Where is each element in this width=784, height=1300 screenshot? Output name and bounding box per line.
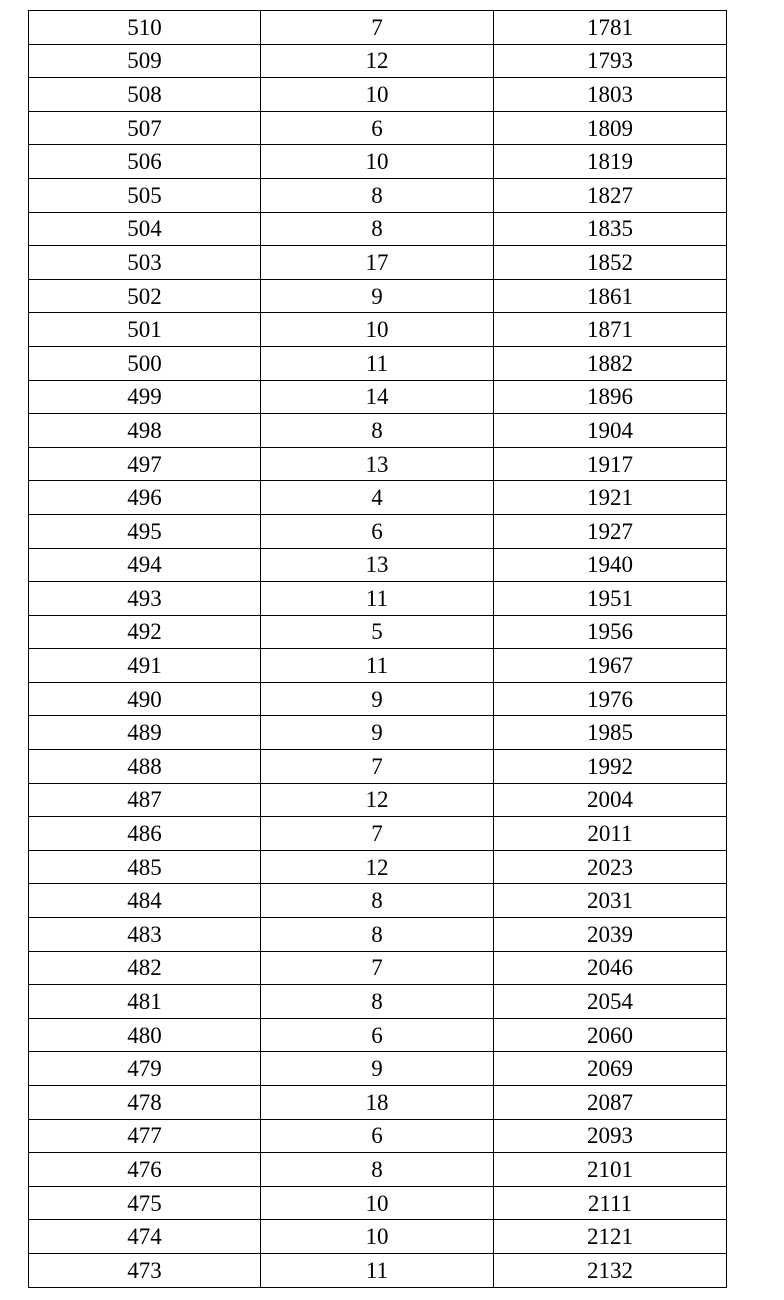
score-cell: 498 [29, 414, 261, 448]
cumulative-cell: 2031 [494, 884, 727, 918]
score-cell: 493 [29, 582, 261, 616]
cumulative-cell: 2004 [494, 783, 727, 817]
count-cell: 12 [261, 783, 494, 817]
table-row [29, 716, 727, 750]
table-row [29, 1119, 727, 1153]
cumulative-cell: 2011 [494, 817, 727, 851]
score-cell: 483 [29, 918, 261, 952]
count-cell: 13 [261, 447, 494, 481]
cumulative-cell: 1956 [494, 615, 727, 649]
table-row [29, 514, 727, 548]
count-cell: 7 [261, 11, 494, 45]
table-row [29, 111, 727, 145]
cumulative-cell: 1871 [494, 313, 727, 347]
score-cell: 490 [29, 682, 261, 716]
table-row [29, 1052, 727, 1086]
score-table-body [29, 11, 727, 1288]
cumulative-cell: 1967 [494, 649, 727, 683]
table-row [29, 850, 727, 884]
table-row [29, 246, 727, 280]
score-cell: 508 [29, 78, 261, 112]
count-cell: 10 [261, 313, 494, 347]
score-cell: 506 [29, 145, 261, 179]
score-cell: 479 [29, 1052, 261, 1086]
score-cell: 499 [29, 380, 261, 414]
count-cell: 5 [261, 615, 494, 649]
cumulative-cell: 1819 [494, 145, 727, 179]
cumulative-cell: 1904 [494, 414, 727, 448]
score-cell: 505 [29, 178, 261, 212]
table-row [29, 1186, 727, 1220]
cumulative-cell: 1992 [494, 750, 727, 784]
count-cell: 10 [261, 1220, 494, 1254]
cumulative-cell: 1940 [494, 548, 727, 582]
count-cell: 8 [261, 985, 494, 1019]
score-cell: 478 [29, 1086, 261, 1120]
table-row [29, 649, 727, 683]
count-cell: 6 [261, 514, 494, 548]
score-cell: 477 [29, 1119, 261, 1153]
cumulative-cell: 1882 [494, 346, 727, 380]
count-cell: 12 [261, 850, 494, 884]
score-cell: 482 [29, 951, 261, 985]
table-row [29, 884, 727, 918]
cumulative-cell: 1809 [494, 111, 727, 145]
cumulative-cell: 2039 [494, 918, 727, 952]
table-row [29, 11, 727, 45]
table-row [29, 615, 727, 649]
score-cell: 475 [29, 1186, 261, 1220]
score-cell: 494 [29, 548, 261, 582]
table-row [29, 313, 727, 347]
count-cell: 10 [261, 145, 494, 179]
table-row [29, 212, 727, 246]
count-cell: 7 [261, 750, 494, 784]
table-row [29, 1018, 727, 1052]
score-cell: 496 [29, 481, 261, 515]
count-cell: 7 [261, 817, 494, 851]
table-row [29, 750, 727, 784]
score-cell: 484 [29, 884, 261, 918]
count-cell: 11 [261, 346, 494, 380]
cumulative-cell: 1927 [494, 514, 727, 548]
count-cell: 14 [261, 380, 494, 414]
cumulative-cell: 2060 [494, 1018, 727, 1052]
count-cell: 17 [261, 246, 494, 280]
table-row [29, 279, 727, 313]
count-cell: 11 [261, 582, 494, 616]
score-table [28, 10, 727, 1288]
count-cell: 9 [261, 682, 494, 716]
score-cell: 500 [29, 346, 261, 380]
count-cell: 9 [261, 1052, 494, 1086]
cumulative-cell: 2087 [494, 1086, 727, 1120]
cumulative-cell: 1917 [494, 447, 727, 481]
score-cell: 489 [29, 716, 261, 750]
table-row [29, 582, 727, 616]
score-cell: 507 [29, 111, 261, 145]
cumulative-cell: 1793 [494, 44, 727, 78]
cumulative-cell: 2093 [494, 1119, 727, 1153]
cumulative-cell: 1976 [494, 682, 727, 716]
table-row [29, 817, 727, 851]
cumulative-cell: 2121 [494, 1220, 727, 1254]
table-row [29, 985, 727, 1019]
table-row [29, 78, 727, 112]
table-row [29, 1253, 727, 1287]
cumulative-cell: 2023 [494, 850, 727, 884]
score-cell: 481 [29, 985, 261, 1019]
score-cell: 502 [29, 279, 261, 313]
table-row [29, 145, 727, 179]
score-table-container [28, 10, 726, 1288]
score-cell: 510 [29, 11, 261, 45]
count-cell: 6 [261, 1119, 494, 1153]
count-cell: 11 [261, 649, 494, 683]
count-cell: 7 [261, 951, 494, 985]
cumulative-cell: 1827 [494, 178, 727, 212]
table-row [29, 951, 727, 985]
cumulative-cell: 1852 [494, 246, 727, 280]
score-cell: 501 [29, 313, 261, 347]
table-row [29, 44, 727, 78]
table-row [29, 1086, 727, 1120]
count-cell: 8 [261, 1153, 494, 1187]
count-cell: 10 [261, 1186, 494, 1220]
table-row [29, 414, 727, 448]
table-row [29, 918, 727, 952]
table-row [29, 783, 727, 817]
count-cell: 8 [261, 414, 494, 448]
score-cell: 486 [29, 817, 261, 851]
score-cell: 492 [29, 615, 261, 649]
cumulative-cell: 1896 [494, 380, 727, 414]
score-cell: 476 [29, 1153, 261, 1187]
count-cell: 8 [261, 884, 494, 918]
score-cell: 491 [29, 649, 261, 683]
score-cell: 495 [29, 514, 261, 548]
table-row [29, 178, 727, 212]
cumulative-cell: 2101 [494, 1153, 727, 1187]
count-cell: 6 [261, 1018, 494, 1052]
score-cell: 504 [29, 212, 261, 246]
cumulative-cell: 1951 [494, 582, 727, 616]
score-cell: 485 [29, 850, 261, 884]
score-cell: 473 [29, 1253, 261, 1287]
cumulative-cell: 1921 [494, 481, 727, 515]
count-cell: 9 [261, 716, 494, 750]
cumulative-cell: 1835 [494, 212, 727, 246]
table-row [29, 380, 727, 414]
cumulative-cell: 1861 [494, 279, 727, 313]
score-cell: 497 [29, 447, 261, 481]
cumulative-cell: 1985 [494, 716, 727, 750]
cumulative-cell: 2111 [494, 1186, 727, 1220]
count-cell: 10 [261, 78, 494, 112]
cumulative-cell: 2054 [494, 985, 727, 1019]
score-cell: 509 [29, 44, 261, 78]
cumulative-cell: 1781 [494, 11, 727, 45]
cumulative-cell: 2132 [494, 1253, 727, 1287]
count-cell: 12 [261, 44, 494, 78]
count-cell: 9 [261, 279, 494, 313]
count-cell: 4 [261, 481, 494, 515]
score-cell: 487 [29, 783, 261, 817]
table-row [29, 1153, 727, 1187]
cumulative-cell: 2046 [494, 951, 727, 985]
score-cell: 480 [29, 1018, 261, 1052]
count-cell: 8 [261, 918, 494, 952]
count-cell: 11 [261, 1253, 494, 1287]
count-cell: 18 [261, 1086, 494, 1120]
count-cell: 6 [261, 111, 494, 145]
table-row [29, 447, 727, 481]
table-row [29, 548, 727, 582]
count-cell: 13 [261, 548, 494, 582]
table-row [29, 682, 727, 716]
score-cell: 503 [29, 246, 261, 280]
cumulative-cell: 1803 [494, 78, 727, 112]
table-row [29, 1220, 727, 1254]
cumulative-cell: 2069 [494, 1052, 727, 1086]
table-row [29, 346, 727, 380]
score-cell: 474 [29, 1220, 261, 1254]
count-cell: 8 [261, 178, 494, 212]
score-cell: 488 [29, 750, 261, 784]
count-cell: 8 [261, 212, 494, 246]
table-row [29, 481, 727, 515]
